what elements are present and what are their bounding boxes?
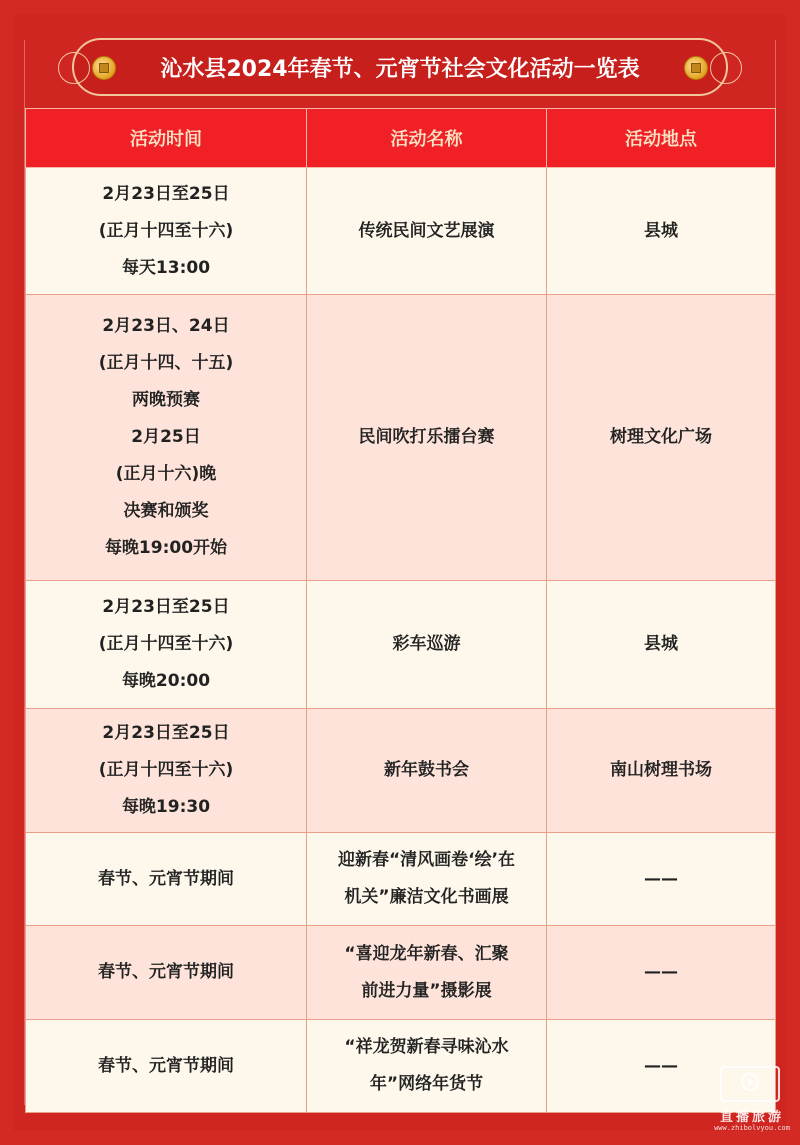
activity-place: 南山树理书场 bbox=[547, 709, 776, 833]
header-name: 活动名称 bbox=[307, 109, 547, 168]
activity-place: 树理文化广场 bbox=[547, 295, 776, 581]
time-line: 两晚预赛 bbox=[132, 390, 200, 410]
time-line: 每晚19:30 bbox=[121, 797, 211, 817]
name-line: 迎新春“清风画卷‘绘’在 bbox=[337, 850, 516, 870]
table-row bbox=[26, 295, 776, 581]
activity-name bbox=[307, 709, 547, 833]
activity-name bbox=[307, 1020, 547, 1113]
name-line: 传统民间文艺展演 bbox=[358, 220, 495, 241]
play-icon bbox=[741, 1073, 759, 1091]
activity-time bbox=[26, 1020, 307, 1113]
name-line: 年”网络年货节 bbox=[369, 1074, 484, 1094]
empty-dash: —— bbox=[644, 868, 678, 889]
activity-name bbox=[307, 581, 547, 709]
table-row bbox=[26, 833, 776, 926]
activity-time bbox=[26, 926, 307, 1020]
empty-dash: —— bbox=[644, 962, 678, 982]
activity-place bbox=[547, 926, 776, 1020]
coin-icon bbox=[92, 56, 116, 80]
empty-dash: —— bbox=[644, 1055, 678, 1076]
watermark-logo bbox=[712, 1062, 792, 1134]
activity-name bbox=[307, 926, 547, 1020]
page-title: 沁水县2024年春节、元宵节社会文化活动一览表 bbox=[160, 56, 640, 82]
activity-place: 县城 bbox=[547, 581, 776, 709]
header-time: 活动时间 bbox=[26, 109, 307, 168]
activity-place bbox=[547, 833, 776, 926]
time-line: (正月十四至十六) bbox=[98, 634, 234, 654]
name-line: 民间吹打乐擂台赛 bbox=[358, 427, 495, 447]
time-line: (正月十四至十六) bbox=[98, 760, 234, 780]
time-line: (正月十四、十五) bbox=[98, 353, 234, 373]
table-row bbox=[26, 926, 776, 1020]
time-line: 每天13:00 bbox=[121, 257, 211, 278]
time-line: 春节、元宵节期间 bbox=[98, 1055, 234, 1076]
title-banner bbox=[72, 38, 728, 96]
activity-time bbox=[26, 168, 307, 295]
activity-table bbox=[25, 108, 776, 1113]
time-line: (正月十六)晚 bbox=[115, 464, 217, 484]
name-line: 前进力量”摄影展 bbox=[361, 980, 492, 1001]
activity-time bbox=[26, 709, 307, 833]
name-line: 机关”廉洁文化书画展 bbox=[344, 887, 509, 907]
time-line: 2月23日至25日 bbox=[102, 723, 230, 743]
activity-time bbox=[26, 295, 307, 581]
activity-place: 县城 bbox=[547, 168, 776, 295]
time-line: 2月23日至25日 bbox=[102, 597, 230, 617]
activity-name bbox=[307, 295, 547, 581]
watermark-name: 直播旅游 bbox=[719, 1110, 784, 1125]
activity-time bbox=[26, 833, 307, 926]
time-line: 春节、元宵节期间 bbox=[98, 868, 234, 889]
time-line: (正月十四至十六) bbox=[98, 220, 234, 241]
time-line: 决赛和颁奖 bbox=[123, 501, 209, 521]
table-row bbox=[26, 1020, 776, 1113]
time-line: 2月23日、24日 bbox=[102, 316, 230, 336]
name-line: “喜迎龙年新春、汇聚 bbox=[344, 943, 509, 964]
name-line: 彩车巡游 bbox=[392, 634, 461, 654]
activity-name bbox=[307, 833, 547, 926]
name-line: “祥龙贺新春寻味沁水 bbox=[344, 1037, 509, 1057]
time-line: 每晚19:00开始 bbox=[104, 538, 228, 558]
time-line: 2月23日至25日 bbox=[102, 183, 230, 204]
watermark-url: www.zhibolvyou.com bbox=[714, 1124, 790, 1132]
activity-time bbox=[26, 581, 307, 709]
activity-name bbox=[307, 168, 547, 295]
time-line: 2月25日 bbox=[131, 427, 201, 447]
table-row bbox=[26, 709, 776, 833]
time-line: 每晚20:00 bbox=[121, 671, 211, 691]
table-header-row bbox=[26, 109, 776, 168]
coin-icon bbox=[684, 56, 708, 80]
name-line: 新年鼓书会 bbox=[384, 760, 469, 780]
table-row bbox=[26, 581, 776, 709]
table-row bbox=[26, 168, 776, 295]
time-line: 春节、元宵节期间 bbox=[98, 962, 234, 982]
header-place: 活动地点 bbox=[547, 109, 776, 168]
